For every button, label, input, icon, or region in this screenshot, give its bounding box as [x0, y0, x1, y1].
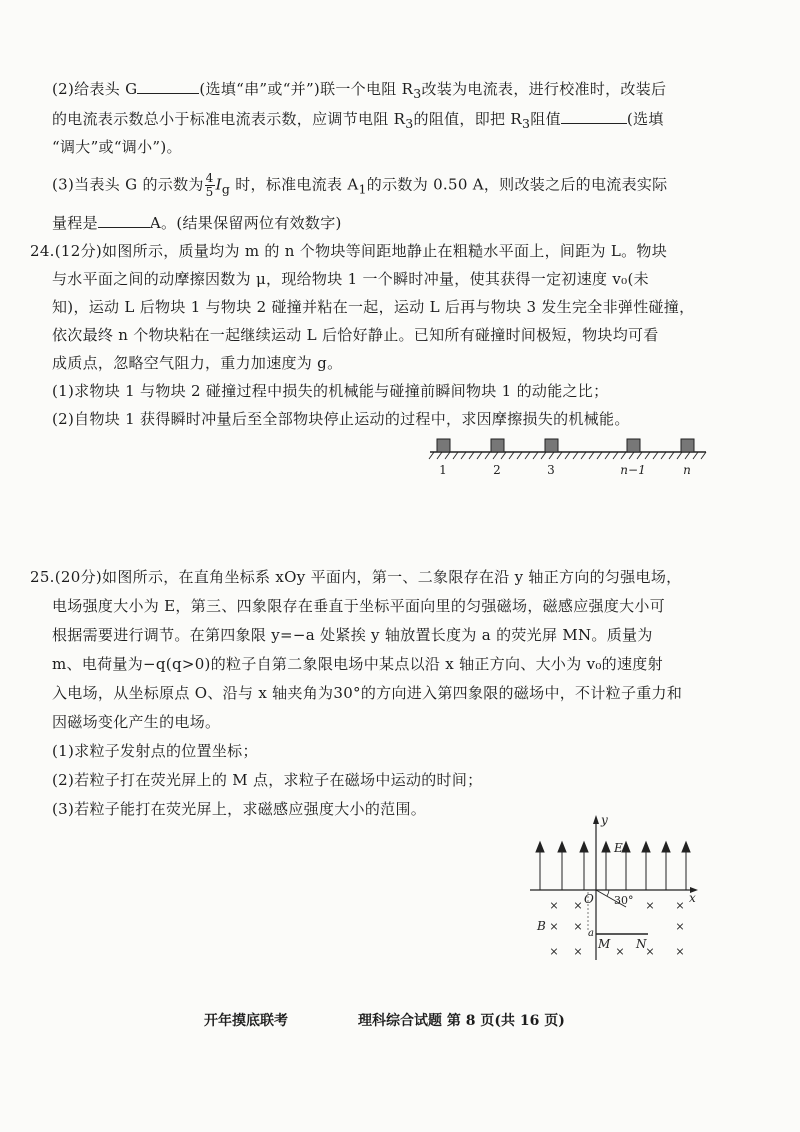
text: (选填“串”或“并”)联一个电阻 R — [199, 80, 414, 98]
y-axis-label: y — [601, 813, 608, 827]
svg-text:×: × — [549, 920, 559, 933]
length-a-label: a — [588, 928, 594, 939]
q25-line6: 因磁场变化产生的电场。 — [52, 713, 221, 731]
answer-blank[interactable] — [98, 213, 150, 228]
block-label-1: 1 — [439, 463, 447, 477]
text: (选填 — [626, 110, 664, 128]
text: 量程是 — [52, 214, 98, 232]
field-arrowhead — [536, 842, 544, 852]
q25-sub1: (1)求粒子发射点的位置坐标； — [52, 742, 258, 760]
text: 阻值 — [530, 110, 561, 128]
angle-arc — [607, 890, 609, 896]
svg-text:×: × — [675, 945, 685, 958]
text: (2)给表头 G — [52, 80, 138, 98]
field-arrowhead — [558, 842, 566, 852]
block-label-3: 3 — [547, 463, 555, 477]
field-arrowhead — [622, 842, 630, 852]
svg-text:×: × — [573, 899, 583, 912]
field-arrowhead — [642, 842, 650, 852]
q25-sub3: (3)若粒子能打在荧光屏上，求磁感应强度大小的范围。 — [52, 800, 427, 818]
ground-hatch — [429, 452, 706, 459]
block-n — [681, 439, 694, 452]
svg-text:×: × — [675, 920, 685, 933]
q24-line3: 知)，运动 L 后物块 1 与物块 2 碰撞并粘在一起，运动 L 后再与物块 3 发生完全非弹性碰撞， — [52, 298, 695, 316]
text: 改装为电流表，进行校准时，改装后 — [421, 80, 667, 98]
q23-part3-line1 — [52, 172, 667, 199]
q24-line2: 与水平面之间的动摩擦因数为 μ，现给物块 1 一个瞬时冲量，使其获得一定初速度 v₀(未 — [52, 270, 649, 288]
answer-blank[interactable] — [561, 109, 627, 124]
q25-line4: m、电荷量为−q(q>0)的粒子自第二象限电场中某点以沿 x 轴正方向、大小为 v₀的速度射 — [52, 655, 663, 673]
svg-text:×: × — [615, 945, 625, 958]
svg-text:×: × — [573, 920, 583, 933]
q24-line4: 依次最终 n 个物块粘在一起继续运动 L 后恰好静止。已知所有碰撞时间极短，物块均可看 — [52, 326, 659, 344]
q23-part2-line3: “调大”或“调小”)。 — [52, 138, 182, 156]
footer-exam-name: 开年摸底联考 — [204, 1013, 288, 1029]
text: 的阻值，即把 R — [413, 110, 522, 128]
block-label-2: 2 — [493, 463, 501, 477]
angle-label: 30° — [614, 894, 634, 907]
q24-blocks-figure — [428, 434, 712, 484]
q25-line3: 根据需要进行调节。在第四象限 y=−a 处紧挨 y 轴放置长度为 a 的荧光屏 MN。质量为 — [52, 626, 653, 644]
q24-sub2: (2)自物块 1 获得瞬时冲量后至全部物块停止运动的过程中，求因摩擦损失的机械能。 — [52, 410, 630, 428]
field-arrowhead — [682, 842, 690, 852]
q24-line1: 24.(12分)如图所示，质量均为 m 的 n 个物块等间距地静止在粗糙水平面上，间距为 L。物块 — [30, 242, 668, 260]
y-axis-arrow — [593, 815, 599, 824]
q25-line1: 25.(20分)如图所示，在直角坐标系 xOy 平面内，第一、二象限存在沿 y 轴正方向的匀强电场， — [30, 568, 682, 586]
q25-sub2: (2)若粒子打在荧光屏上的 M 点，求粒子在磁场中运动的时间； — [52, 771, 483, 789]
block-2 — [491, 439, 504, 452]
block-label-n: n — [683, 463, 691, 477]
q25-line2: 电场强度大小为 E，第三、四象限存在垂直于坐标平面向里的匀强磁场，磁感应强度大小可 — [52, 597, 666, 615]
text: 的示数为 0.50 A，则改装之后的电流表实际 — [366, 175, 668, 194]
current-symbol: I — [215, 175, 222, 194]
fraction-numerator: 4 — [205, 171, 214, 185]
point-M-label: M — [598, 937, 611, 951]
field-B-label: B — [537, 919, 546, 933]
block-label-n-minus-1: n−1 — [620, 463, 646, 477]
q24-sub1: (1)求物块 1 与物块 2 碰撞过程中损失的机械能与碰撞前瞬间物块 1 的动能之比； — [52, 382, 609, 400]
q25-field-figure — [530, 810, 705, 968]
subscript: 1 — [358, 181, 367, 197]
subscript: 3 — [413, 86, 422, 101]
field-arrowhead — [580, 842, 588, 852]
q23-part2-line1 — [52, 78, 666, 101]
fraction — [205, 172, 215, 199]
svg-text:×: × — [645, 899, 655, 912]
svg-text:×: × — [573, 945, 583, 958]
svg-text:×: × — [549, 899, 559, 912]
point-N-label: N — [636, 937, 647, 951]
block-n-minus-1 — [627, 439, 640, 452]
subscript: 3 — [405, 116, 414, 131]
field-arrowhead — [662, 842, 670, 852]
q24-line5: 成质点，忽略空气阻力，重力加速度为 g。 — [52, 354, 343, 372]
footer-page-info: 理科综合试题 第 8 页(共 16 页) — [358, 1013, 565, 1029]
text: A。(结果保留两位有效数字) — [149, 214, 342, 232]
block-3 — [545, 439, 558, 452]
field-E-label: E — [614, 841, 623, 855]
origin-O-label: O — [584, 892, 594, 906]
text: (3)当表头 G 的示数为 — [52, 175, 204, 194]
svg-text:×: × — [549, 945, 559, 958]
block-1 — [437, 439, 450, 452]
subscript: g — [221, 181, 231, 197]
field-arrowhead — [602, 842, 610, 852]
svg-text:×: × — [645, 945, 655, 958]
answer-blank[interactable] — [137, 79, 199, 94]
text: 的电流表示数总小于标准电流表示数，应调节电阻 R — [52, 110, 406, 128]
fraction-denominator: 5 — [205, 185, 214, 199]
q25-line5: 入电场，从坐标原点 O、沿与 x 轴夹角为30°的方向进入第四象限的磁场中，不计粒子重力和 — [52, 684, 683, 702]
q23-part2-line2 — [52, 108, 664, 131]
text: 时，标准电流表 A — [230, 175, 359, 194]
magnetic-field-crosses — [549, 899, 684, 958]
q23-part3-line2 — [52, 212, 342, 233]
x-axis-label: x — [689, 891, 696, 905]
subscript: 3 — [522, 116, 531, 131]
svg-text:×: × — [675, 899, 685, 912]
